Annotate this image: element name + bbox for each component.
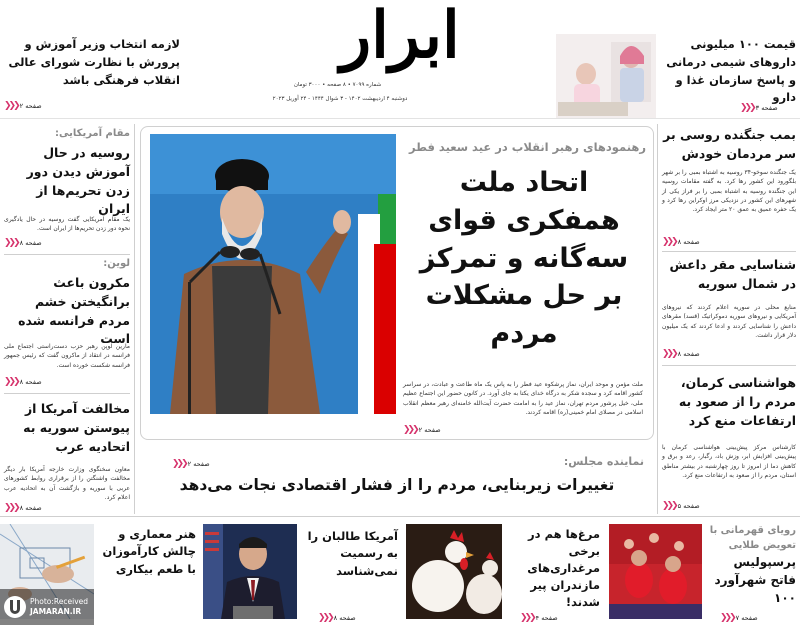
top-left-headline[interactable]: لازمه انتخاب وزیر آموزش و پرورش با نظارت شورای عالی انقلاب فرهنگی باشد (8, 37, 180, 87)
page-ref-label: صفحه ۷ (735, 614, 758, 622)
left-story-3-headline[interactable]: مخالفت آمریکا از پیوستن سوریه به اتحادیه عرب (23, 401, 130, 454)
page-ref-label: صفحه ۸ (333, 614, 356, 622)
bottom-3-photo (203, 524, 297, 619)
majlis-headline[interactable]: تغییرات زیربنایی، مردم را از فشار اقتصادی نجات می‌دهد (179, 476, 615, 494)
page-ref-label: صفحه ۳ (755, 104, 778, 112)
divider (662, 365, 796, 366)
right-story-2-page-ref[interactable] (662, 349, 700, 359)
left-story-1-kicker: مقام آمریکایی: (55, 128, 130, 139)
left-story-1-body: یک مقام آمریکایی گفت روسیه در حال یادگیری نحوه دور زدن تحریم‌ها از ایران است. (4, 216, 130, 233)
chevrons-icon: ❮❮❮ (740, 103, 754, 113)
jamaran-logo-icon (4, 596, 26, 618)
main-body: ملت مؤمن و موحد ایران، نماز پرشکوه عید فطر را به پاس یک ماه طاعت و عبادت، در سراسر کشور اقامه کرد و سجده شکر به درگاه خدای یکتا به جای آورد. در کانون حضور این اجتماع عظیم ملی، خیل پرشور مردم تهران، نماز عید را به امامت حضرت آیت‌الله خامنه‌ای رهبر معظم انقلاب اسلامی در مصلای امام خمینی(ره) اقامه کردند. (403, 381, 643, 416)
right-story-3-page-ref[interactable] (662, 501, 700, 511)
right-story-1-body: یک جنگنده سوخو-۳۴ روسیه به اشتباه بمبی را بر شهر بلگورود این کشور رها کرد. به گفته مقامات روسیه این جنگنده روسیه به اشتباه بمبی را بر فراز یکی از شهرهای این کشور در نزدیکی مرز اوکراین رها کرد و یک حفره عمیق به عمق ۲۰ متر ایجاد کرد. (662, 169, 796, 214)
left-story-1-page-ref[interactable] (4, 238, 42, 248)
chevrons-icon: ❮❮❮ (318, 613, 332, 623)
page-ref-label: صفحه ۵ (677, 502, 700, 510)
main-headline[interactable]: اتحاد ملت همفکری قوای سه‌گانه و تمرکز بر حل مشکلات مردم (419, 167, 629, 350)
page-ref-label: صفحه ۸ (677, 350, 700, 358)
left-story-2-page-ref[interactable] (4, 377, 42, 387)
right-story-1-page-ref[interactable] (662, 237, 700, 247)
left-story-3-body: معاون سخنگوی وزارت خارجه آمریکا بار دیگر مخالفت واشنگتن را از برقراری روابط کشورهای عربی با سوریه و بازگشت آن به اتحادیه عرب اعلام کرد. (4, 466, 130, 501)
page-ref-label: صفحه ۲ (187, 460, 210, 468)
right-col-rule (657, 124, 658, 514)
left-story-2-body: مارین لوپن رهبر حزب دست‌راستی اجتماع ملی فرانسه در انتقاد از ماکرون گفت که رئیس جمهور فرانسه شکست خورده است. (4, 343, 130, 369)
left-story-2-kicker: لوین: (103, 258, 130, 269)
right-story-1-headline[interactable]: بمب جنگنده روسی بر سر مردمان خودش (663, 127, 796, 161)
watermark-line-1: Photo:Received (30, 597, 89, 607)
right-story-3-body: کارشناس مرکز پیش‌بینی هواشناسی کرمان با پیش‌بینی افزایش ابر، وزش باد، رگبار، رعد و برق و کاهش دما از امروز تا روز چهارشنبه در بیشتر مناطق استان، مردم را از صعود به ارتفاعات منع کرد. (662, 444, 796, 479)
right-story-2-headline[interactable]: شناسایی مقر داعش در شمال سوریه (669, 257, 796, 291)
chevrons-icon: ❮❮❮ (403, 425, 417, 435)
page-ref-label: صفحه ۸ (19, 504, 42, 512)
page-ref-label: صفحه ۲ (418, 426, 441, 434)
bottom-1-kicker: رویای قهرمانی با تعویض طلایی (709, 525, 796, 551)
chevrons-icon: ❮❮❮ (4, 503, 18, 513)
chevrons-icon: ❮❮❮ (4, 238, 18, 248)
bottom-1-page-ref[interactable] (720, 613, 758, 623)
majlis-kicker: نماینده مجلس: (563, 455, 644, 468)
main-kicker: رهنمودهای رهبر انقلاب در عید سعید فطر (409, 140, 646, 154)
bottom-2-headline[interactable]: مرغ‌ها هم در برخی مرغداری‌های مازندران پیر شدند! (527, 527, 600, 610)
bottom-4-headline[interactable]: هنر معماری و چالش کارآموزان با طعم بیکاری (102, 527, 196, 576)
left-story-1-headline[interactable]: روسیه در حال آموزش دیدن دور زدن تحریم‌ها از ایران (26, 145, 130, 217)
divider (4, 393, 130, 394)
chevrons-icon: ❮❮❮ (520, 613, 534, 623)
chevrons-icon: ❮❮❮ (662, 501, 676, 511)
page-ref-label: صفحه ۴ (535, 614, 558, 622)
right-story-2-body: منابع محلی در سوریه اعلام کردند که نیروهای آمریکایی و نیروهای سوریه دموکراتیک (قسد) مقرهای داعش را شناسایی کردند و ادعا کردند که یک میلیون دلار قرار داشت. (662, 304, 796, 339)
left-story-3-page-ref[interactable] (4, 503, 42, 513)
main-photo (150, 134, 396, 414)
bottom-3-page-ref[interactable] (318, 613, 356, 623)
chevrons-icon: ❮❮❮ (4, 101, 18, 111)
page-ref-label: صفحه ۲ (19, 102, 42, 110)
chevrons-icon: ❮❮❮ (662, 237, 676, 247)
bottom-1-headline[interactable]: پرسپولیس فاتح شهرآورد ۱۰۰ (714, 555, 796, 605)
chevrons-icon: ❮❮❮ (662, 349, 676, 359)
issue-line: شماره ۷۰۹۹ • ۸ صفحه • ۳۰۰۰ تومان (293, 82, 382, 88)
watermark-line-2: JAMARAN.IR (30, 607, 82, 616)
top-left-page-ref[interactable] (4, 101, 42, 111)
left-col-rule (134, 124, 135, 514)
main-page-ref[interactable] (403, 425, 441, 435)
chevrons-icon: ❮❮❮ (720, 613, 734, 623)
top-right-headline[interactable]: قیمت ۱۰۰ میلیونی داروهای شیمی درمانی و پاسخ سازمان غذا و دارو (666, 37, 796, 105)
majlis-page-ref[interactable] (172, 459, 210, 469)
bottom-2-photo (406, 524, 502, 619)
bottom-1-photo (609, 524, 702, 619)
left-story-2-headline[interactable]: مکرون باعث برانگیختن خشم مردم فرانسه شده است (18, 275, 130, 347)
page-ref-label: صفحه ۸ (19, 239, 42, 247)
top-right-page-ref[interactable] (740, 103, 778, 113)
divider (4, 254, 130, 255)
masthead-logo: ابرار (340, 0, 460, 73)
right-story-3-headline[interactable]: هواشناسی کرمان، مردم را از صعود به ارتفاعات منع کرد (678, 375, 796, 428)
page-ref-label: صفحه ۸ (19, 378, 42, 386)
date-line: دوشنبه ۴ اردیبهشت ۱۴۰۲ - ۳ شوال ۱۴۴۴ - ۲۴ آوریل ۲۰۲۳ (272, 96, 408, 102)
photo-credit-watermark (0, 589, 94, 625)
page-ref-label: صفحه ۸ (677, 238, 700, 246)
divider (662, 251, 796, 252)
bottom-3-headline[interactable]: آمریکا طالبان را به رسمیت نمی‌شناسد (307, 529, 398, 578)
bottom-strip-rule (0, 516, 800, 517)
masthead-rule (0, 118, 800, 119)
top-right-photo (556, 34, 656, 118)
bottom-2-page-ref[interactable] (520, 613, 558, 623)
chevrons-icon: ❮❮❮ (172, 459, 186, 469)
chevrons-icon: ❮❮❮ (4, 377, 18, 387)
